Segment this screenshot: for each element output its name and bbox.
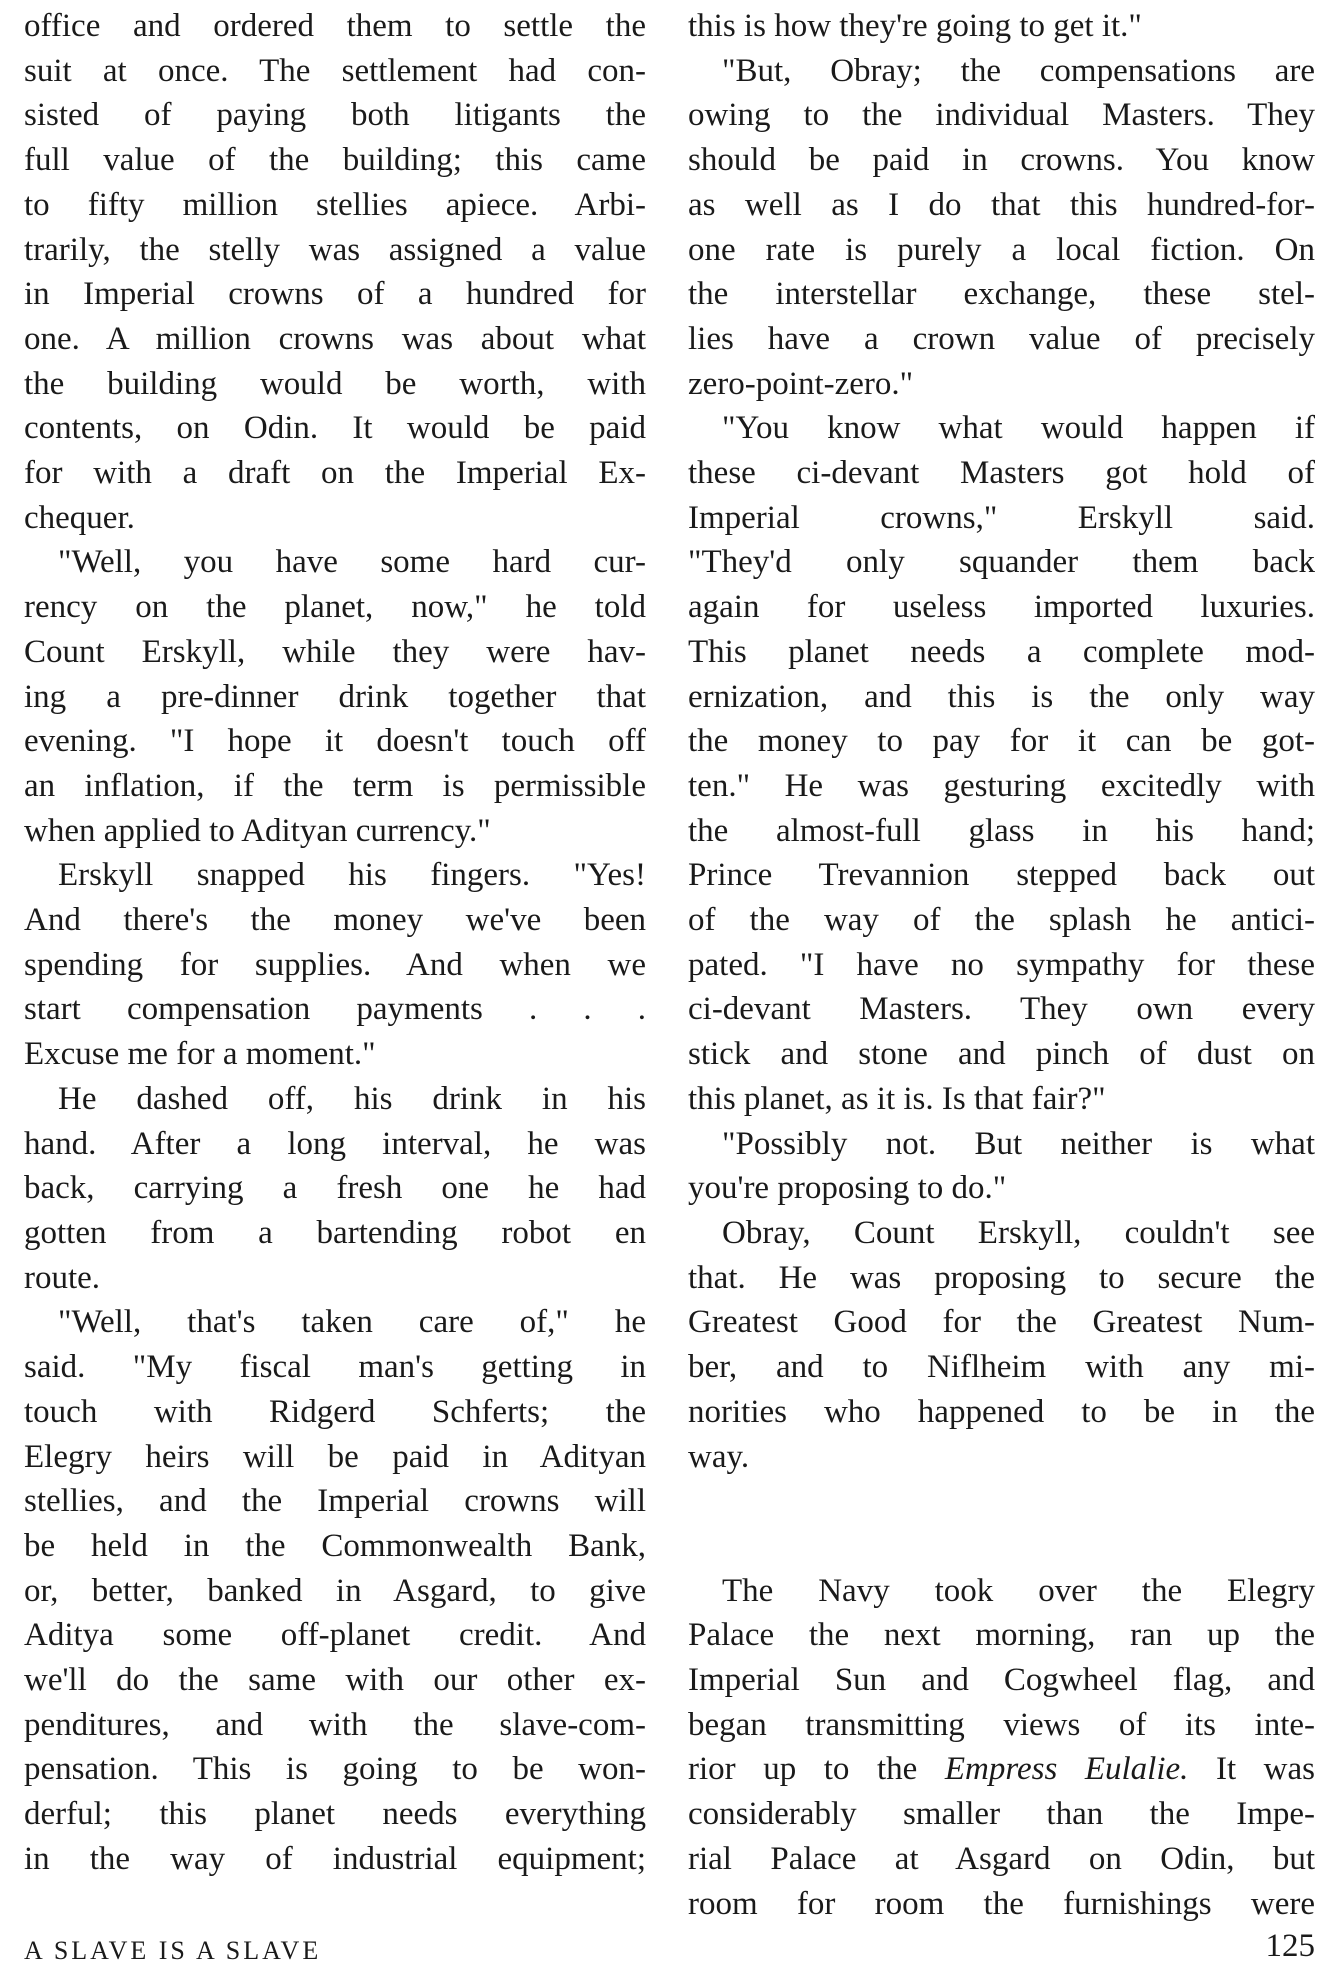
text-line: Palace the next morning, ran up the bbox=[688, 1617, 1315, 1654]
text-line bbox=[688, 1479, 1315, 1524]
text-line: Excuse me for a moment." bbox=[24, 1036, 376, 1073]
text-line: stellies, and the Imperial crowns will bbox=[24, 1483, 646, 1520]
text-line: penditures, and with the slave-com- bbox=[24, 1706, 646, 1743]
text-line: "They'd only squander them back bbox=[688, 544, 1315, 581]
text-line: pated. "I have no sympathy for these bbox=[688, 946, 1315, 983]
text-line bbox=[688, 1747, 1315, 1792]
text-line: considerably smaller than the Impe- bbox=[688, 1796, 1315, 1833]
text-line: pensation. This is going to be won- bbox=[24, 1751, 646, 1788]
text-line: owing to the individual Masters. They bbox=[688, 97, 1315, 134]
text-line: Greatest Good for the Greatest Num- bbox=[688, 1304, 1315, 1341]
text-line: we'll do the same with our other ex- bbox=[24, 1662, 646, 1699]
right-text-column bbox=[688, 4, 1315, 1926]
text-line: began transmitting views of its inte- bbox=[688, 1706, 1315, 1743]
text-line: that. He was proposing to secure the bbox=[688, 1259, 1315, 1296]
text-line: "But, Obray; the compensations are bbox=[722, 52, 1315, 89]
text-line: this is how they're going to get it." bbox=[688, 8, 1142, 44]
page-number: 125 bbox=[1265, 1928, 1315, 1964]
text-line: again for useless imported luxuries. bbox=[688, 589, 1315, 626]
text-line: one rate is purely a local fiction. On bbox=[688, 231, 1315, 268]
text-line: Elegry heirs will be paid in Adityan bbox=[24, 1438, 646, 1475]
text-line: Obray, Count Erskyll, couldn't see bbox=[722, 1214, 1315, 1251]
text-line: trarily, the stelly was assigned a value bbox=[24, 231, 646, 268]
text-line: for with a draft on the Imperial Ex- bbox=[24, 455, 646, 492]
text-line: back, carrying a fresh one he had bbox=[24, 1170, 646, 1207]
text-line: He dashed off, his drink in his bbox=[58, 1080, 646, 1117]
text-line: "Possibly not. But neither is what bbox=[722, 1125, 1315, 1162]
text-line: stick and stone and pinch of dust on bbox=[688, 1036, 1315, 1073]
text-line: room for room the furnishings were bbox=[688, 1885, 1315, 1922]
text-line: "Well, that's taken care of," he bbox=[58, 1304, 646, 1341]
text-line: office and ordered them to settle the bbox=[24, 8, 646, 44]
text-line: Count Erskyll, while they were hav- bbox=[24, 633, 646, 670]
text-line: evening. "I hope it doesn't touch off bbox=[24, 723, 646, 760]
text-line: sisted of paying both litigants the bbox=[24, 97, 646, 134]
text-line: the almost-full glass in his hand; bbox=[688, 812, 1315, 849]
text-line: the interstellar exchange, these stel- bbox=[688, 276, 1315, 313]
text-line: or, better, banked in Asgard, to give bbox=[24, 1572, 646, 1609]
text-line: Aditya some off-planet credit. And bbox=[24, 1617, 646, 1654]
text-line: when applied to Adityan currency." bbox=[24, 812, 491, 849]
text-line: rial Palace at Asgard on Odin, but bbox=[688, 1840, 1315, 1877]
text-line: full value of the building; this came bbox=[24, 142, 646, 179]
text-line: derful; this planet needs everything bbox=[24, 1796, 646, 1833]
text-line: these ci-devant Masters got hold of bbox=[688, 455, 1315, 492]
text-line: this planet, as it is. Is that fair?" bbox=[688, 1080, 1106, 1117]
text-line: lies have a crown value of precisely bbox=[688, 320, 1315, 357]
text-line: one. A million crowns was about what bbox=[24, 320, 646, 357]
text-line: said. "My fiscal man's getting in bbox=[24, 1349, 646, 1386]
text-segment: rior up to the bbox=[688, 1751, 945, 1788]
text-line: ten." He was gesturing excitedly with bbox=[688, 767, 1315, 804]
text-line: touch with Ridgerd Schferts; the bbox=[24, 1393, 646, 1430]
text-line: spending for supplies. And when we bbox=[24, 946, 646, 983]
text-line: norities who happened to be in the bbox=[688, 1393, 1315, 1430]
text-line: be held in the Commonwealth Bank, bbox=[24, 1527, 646, 1564]
text-line: This planet needs a complete mod- bbox=[688, 633, 1315, 670]
text-line: you're proposing to do." bbox=[688, 1170, 1007, 1207]
text-line: an inflation, if the term is permissible bbox=[24, 767, 646, 804]
text-segment: It was bbox=[1188, 1751, 1316, 1788]
text-line: zero-point-zero." bbox=[688, 365, 914, 402]
text-line bbox=[688, 1524, 1315, 1569]
text-line: the money to pay for it can be got- bbox=[688, 723, 1315, 760]
left-text-column bbox=[24, 4, 646, 1882]
text-line: as well as I do that this hundred-for- bbox=[688, 186, 1315, 223]
text-line: ci-devant Masters. They own every bbox=[688, 991, 1315, 1028]
text-line: should be paid in crowns. You know bbox=[688, 142, 1315, 179]
text-line: gotten from a bartending robot en bbox=[24, 1214, 646, 1251]
text-line: suit at once. The settlement had con- bbox=[24, 52, 646, 89]
text-line: "Well, you have some hard cur- bbox=[58, 544, 646, 581]
text-line: "You know what would happen if bbox=[722, 410, 1315, 447]
text-line: to fifty million stellies apiece. Arbi- bbox=[24, 186, 646, 223]
text-line: in Imperial crowns of a hundred for bbox=[24, 276, 646, 313]
text-line: route. bbox=[24, 1259, 101, 1296]
text-line: rency on the planet, now," he told bbox=[24, 589, 646, 626]
text-line: And there's the money we've been bbox=[24, 902, 646, 939]
text-line: chequer. bbox=[24, 499, 135, 536]
text-line: way. bbox=[688, 1438, 750, 1475]
text-line: in the way of industrial equipment; bbox=[24, 1840, 646, 1877]
text-line: start compensation payments . . . bbox=[24, 991, 646, 1028]
text-line: of the way of the splash he antici- bbox=[688, 902, 1315, 939]
text-line: ber, and to Niflheim with any mi- bbox=[688, 1349, 1315, 1386]
text-line: hand. After a long interval, he was bbox=[24, 1125, 646, 1162]
text-line: The Navy took over the Elegry bbox=[722, 1572, 1315, 1609]
text-line: Erskyll snapped his fingers. "Yes! bbox=[58, 857, 646, 894]
text-line: Prince Trevannion stepped back out bbox=[688, 857, 1315, 894]
text-line: Imperial crowns," Erskyll said. bbox=[688, 499, 1315, 536]
italic-ship-name: Empress Eulalie. bbox=[944, 1751, 1189, 1788]
running-footer-title: A SLAVE IS A SLAVE bbox=[24, 1936, 322, 1965]
text-line: the building would be worth, with bbox=[24, 365, 646, 402]
text-line: ing a pre-dinner drink together that bbox=[24, 678, 646, 715]
text-line: Imperial Sun and Cogwheel flag, and bbox=[688, 1662, 1315, 1699]
text-line: contents, on Odin. It would be paid bbox=[24, 410, 646, 447]
text-line: ernization, and this is the only way bbox=[688, 678, 1315, 715]
